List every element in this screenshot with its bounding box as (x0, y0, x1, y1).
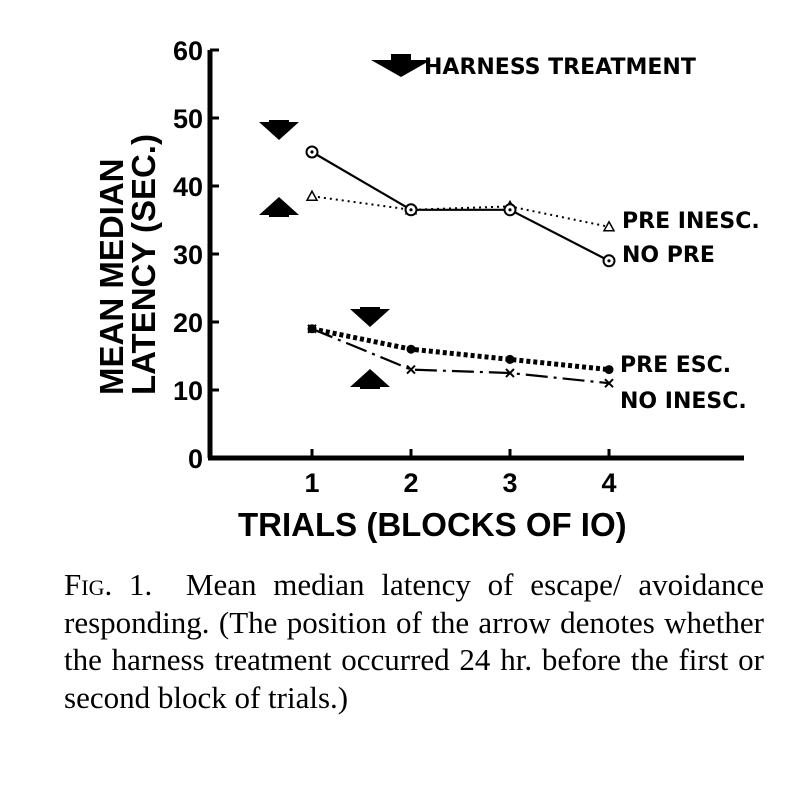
triangle-marker (307, 191, 317, 200)
filled-circle-marker (407, 345, 416, 354)
series-3 (308, 325, 613, 387)
legend-label: HARNESS TREATMENT (424, 55, 696, 80)
series-label: NO PRE (622, 243, 715, 268)
up-arrow-icon (259, 197, 299, 217)
series-line (312, 329, 609, 370)
y-tick-label: 20 (172, 308, 203, 338)
y-axis-title-line2: LATENCY (SEC.) (125, 134, 162, 395)
filled-circle-marker (605, 365, 614, 374)
series-0 (307, 191, 614, 231)
y-tick-label: 30 (172, 240, 203, 270)
x-tick-label: 1 (304, 468, 320, 498)
series-line (312, 152, 609, 261)
legend-arrow-icon (371, 54, 431, 77)
series-labels (620, 209, 760, 414)
series-line (312, 196, 609, 227)
series-2 (308, 324, 614, 374)
down-arrow-icon (350, 307, 390, 327)
x-tick-label: 3 (502, 468, 518, 498)
y-tick-label: 40 (172, 172, 203, 202)
chart-series (307, 147, 615, 388)
y-tick-label: 50 (172, 104, 203, 134)
y-tick-label: 0 (187, 444, 203, 474)
x-tick-label: 4 (601, 468, 617, 498)
series-1 (307, 147, 615, 267)
up-arrow-icon (350, 369, 390, 389)
circle-marker-dot (409, 208, 412, 211)
y-tick-label: 10 (172, 376, 203, 406)
triangle-marker (604, 222, 614, 231)
caption-text: Mean median latency of escape/ avoidance responding. (The position of the arrow denotes whether the harness treatment occurred 24 hr. before the first or second block of trials.) (64, 567, 764, 715)
circle-marker-dot (310, 150, 313, 153)
legend (371, 54, 696, 80)
filled-circle-marker (506, 355, 515, 364)
series-label: PRE ESC. (620, 353, 732, 378)
figure-caption (64, 566, 764, 716)
caption-label: Fig. 1. (64, 567, 153, 602)
y-axis-title-line1: MEAN MEDIAN (93, 158, 130, 395)
series-label: PRE INESC. (622, 209, 760, 234)
x-axis-title: TRIALS (BLOCKS OF IO) (238, 506, 627, 543)
x-tick-label: 2 (403, 468, 419, 498)
series-label: NO INESC. (620, 389, 747, 414)
y-tick-label: 60 (172, 36, 203, 66)
circle-marker-dot (508, 208, 511, 211)
down-arrow-icon (259, 120, 299, 140)
circle-marker-dot (607, 259, 610, 262)
